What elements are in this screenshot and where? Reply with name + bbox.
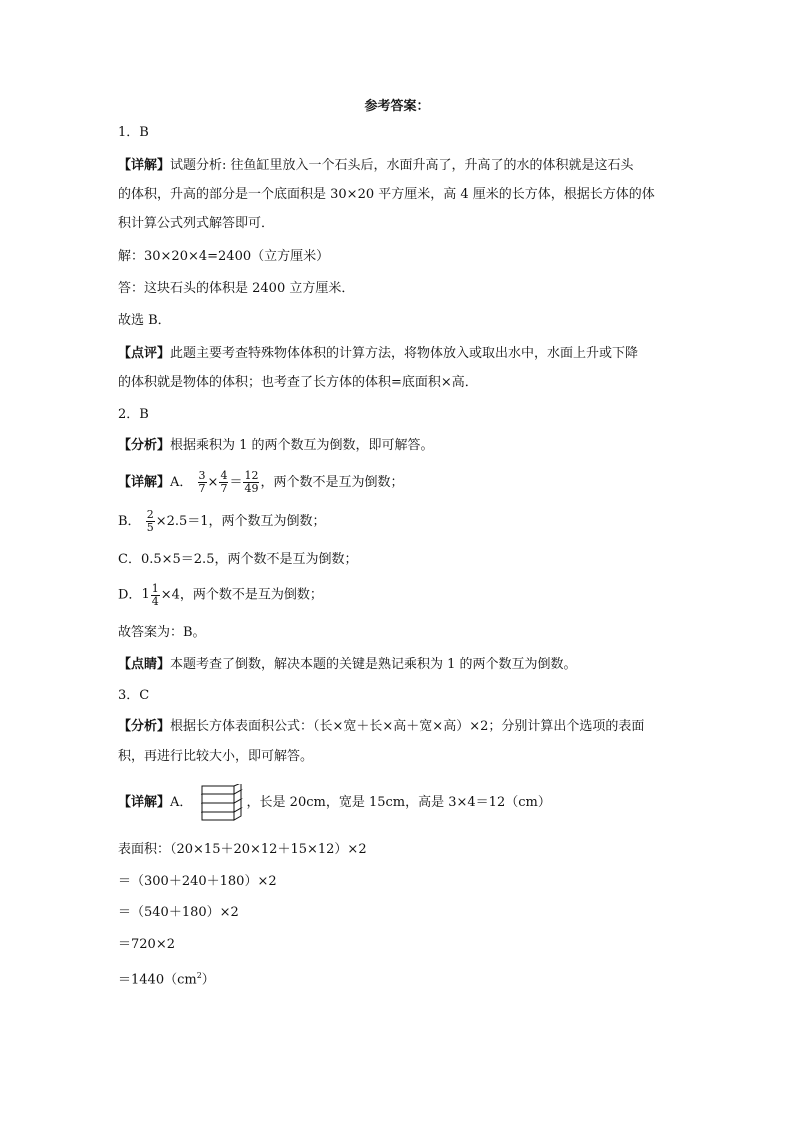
fraction-denominator: 7 [220, 482, 228, 495]
q2-a-eq: ＝ [229, 475, 243, 490]
q2-option-b [118, 507, 326, 537]
q1-number: 1．B [118, 125, 149, 140]
q3-analysis-text-1: 根据长方体表面积公式：（长×宽＋长×高＋宽×高）×2；分别计算出个选项的表面 [170, 719, 645, 734]
q3-number: 3．C [118, 688, 150, 703]
q1-review-line-2: 的体积就是物体的体积；也考查了长方体的体积=底面积×高． [118, 375, 478, 390]
mixed-number-whole: 1 [141, 587, 150, 602]
q1-detail-line-1 [118, 156, 634, 176]
q3-analysis-line-2: 积，再进行比较大小，即可解答。 [118, 749, 314, 764]
fraction-denominator: 4 [151, 594, 159, 608]
q3-calc-3: ＝（540＋180）×2 [118, 905, 239, 920]
q3-analysis-line-1 [118, 717, 644, 737]
fraction-2-5 [146, 509, 155, 534]
q3-calc-5 [118, 966, 215, 990]
stacked-cuboids-icon [201, 784, 243, 822]
superscript-2: 2 [196, 971, 202, 980]
q2-option-d [118, 580, 323, 611]
q1-detail-text-1: 试题分析: 往鱼缸里放入一个石头后，水面升高了，升高了的水的体积就是这石头 [170, 158, 634, 173]
q2-highlight-text: 本题考查了倒数，解决本题的关键是熟记乘积为 1 的两个数互为倒数。 [170, 657, 577, 672]
fraction-numerator: 1 [151, 581, 159, 595]
q2-d-text: ×4，两个数不是互为倒数； [160, 587, 323, 603]
fraction-denominator: 49 [244, 482, 259, 495]
q3-calc-4: ＝720×2 [118, 937, 175, 952]
q2-d-prefix: D． [118, 587, 142, 603]
q1-answer: 答：这块石头的体积是 2400 立方厘米． [118, 281, 355, 296]
q3-option-a [118, 783, 551, 823]
q1-review-text-1: 此题主要考查特殊物体体积的计算方法，将物体放入或取出水中，水面上升或下降 [170, 346, 639, 361]
q2-analysis-line [118, 436, 434, 456]
q2-detail-tag: 【详解】 [118, 475, 171, 490]
fraction-3-7 [198, 470, 207, 495]
q2-a-times: × [207, 475, 219, 490]
q1-solve: 解：30×20×4=2400（立方厘米） [118, 249, 330, 264]
q2-b-prefix: B． [118, 514, 141, 529]
q2-option-c: C．0.5×5＝2.5，两个数不是互为倒数； [118, 552, 358, 567]
q1-detail-tag: 【详解】 [118, 158, 171, 173]
q2-analysis-tag: 【分析】 [118, 438, 171, 453]
q1-choose: 故选 B． [118, 313, 171, 328]
q2-number: 2．B [118, 407, 149, 422]
q3-a-text: ，长是 20cm，宽是 15cm，高是 3×4＝12（cm） [246, 795, 551, 810]
fraction-4-7 [219, 470, 228, 495]
q3-calc-5-end: ） [201, 972, 215, 988]
q3-calc-2: ＝（300＋240＋180）×2 [118, 874, 277, 889]
page-title: 参考答案： [364, 99, 430, 114]
q1-review-line-1 [118, 344, 638, 364]
q2-a-prefix: A． [170, 475, 193, 490]
fraction-denominator: 5 [146, 521, 154, 534]
q2-analysis-text: 根据乘积为 1 的两个数互为倒数，即可解答。 [170, 438, 434, 453]
fraction-numerator: 2 [146, 508, 154, 521]
q1-review-tag: 【点评】 [118, 346, 171, 361]
q3-calc-5-text: ＝1440（cm [118, 972, 197, 988]
q2-b-text: ×2.5＝1，两个数互为倒数； [155, 514, 326, 529]
q1-detail-line-3: 积计算公式列式解答即可． [118, 216, 275, 231]
q2-conclusion: 故答案为：B。 [118, 625, 206, 640]
q2-highlight-line [118, 655, 577, 675]
fraction-numerator: 12 [244, 469, 259, 482]
q3-analysis-tag: 【分析】 [118, 719, 171, 734]
fraction-numerator: 4 [220, 469, 228, 482]
q1-detail-line-2: 的体积，升高的部分是一个底面积是 30×20 平方厘米，高 4 厘米的长方体，根据长方体的体 [118, 187, 655, 202]
q2-option-a [118, 468, 403, 498]
fraction-denominator: 7 [198, 482, 206, 495]
fraction-12-49 [243, 470, 259, 495]
q2-a-text: ，两个数不是互为倒数； [260, 475, 404, 490]
fraction-numerator: 3 [198, 469, 206, 482]
q3-detail-tag: 【详解】 [118, 795, 171, 810]
fraction-1-4 [151, 583, 160, 608]
q3-a-prefix: A． [170, 795, 193, 810]
q2-highlight-tag: 【点睛】 [118, 657, 171, 672]
q3-calc-1: 表面积：（20×15＋20×12＋15×12）×2 [118, 842, 367, 857]
